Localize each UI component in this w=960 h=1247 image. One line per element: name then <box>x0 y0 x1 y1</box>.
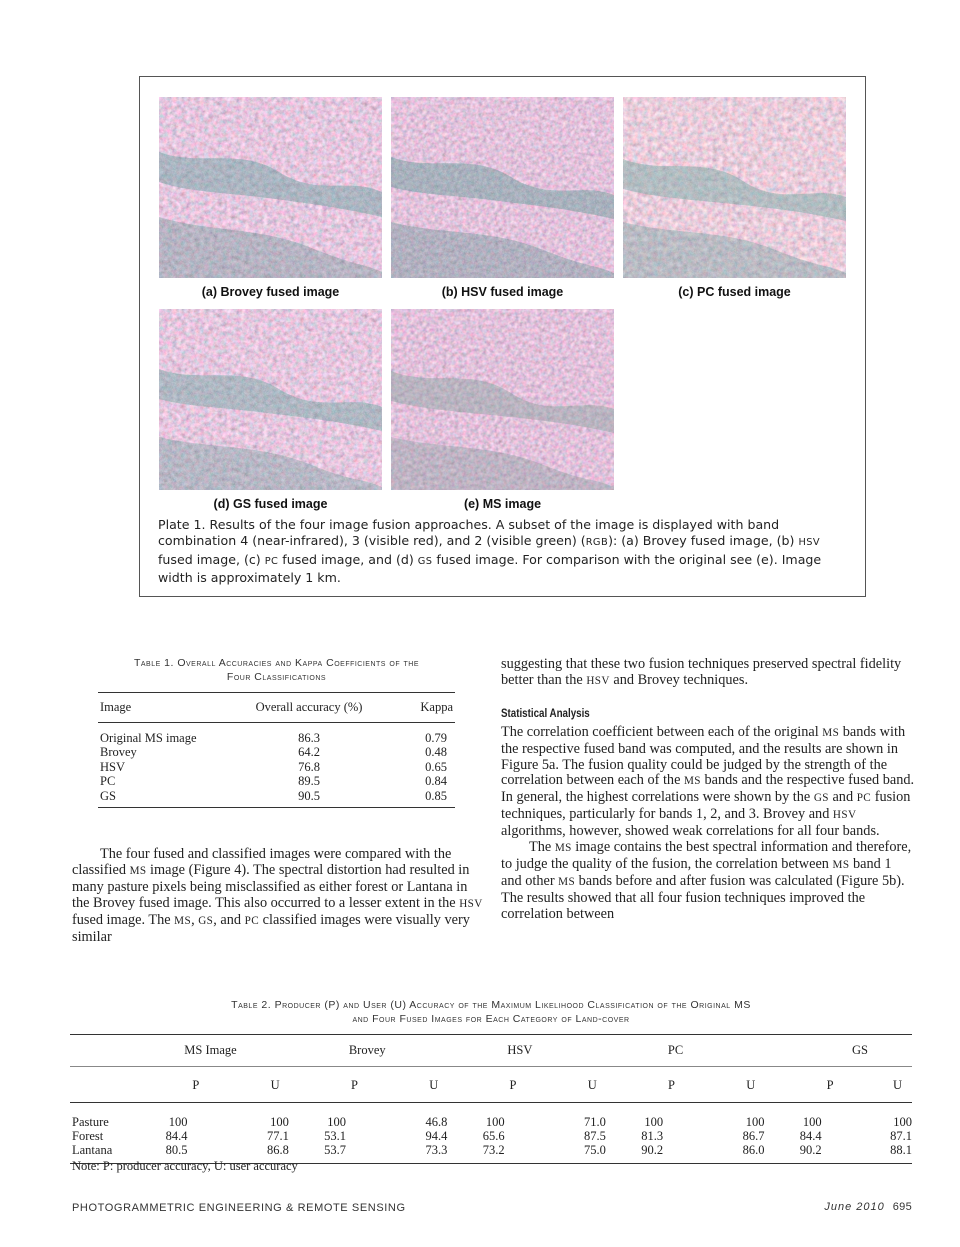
table-cell: 87.5 <box>584 1129 606 1143</box>
satellite-image-brovey <box>159 97 382 278</box>
table-cell: 46.8 <box>425 1115 448 1129</box>
table-cell: 86.0 <box>742 1143 765 1157</box>
table-cell: HSV <box>100 759 126 774</box>
table-cell: 0.48 <box>425 745 447 759</box>
table-cell: 0.85 <box>425 788 447 803</box>
table2-caption: Table 2. Producer (P) and User (U) Accuracy of the Maximum Likelihood Classification of the Original MS and Four Fused Images for Each Category of Land-cover <box>231 999 751 1025</box>
column-group-header: PC <box>667 1043 684 1057</box>
column-header: P <box>668 1078 675 1092</box>
table-cell: 100 <box>485 1115 505 1129</box>
right-column-text <box>501 657 915 923</box>
column-header: Overall accuracy (%) <box>255 700 363 714</box>
column-group-header: GS <box>852 1043 868 1057</box>
table-row <box>98 760 455 775</box>
table-cell: 53.1 <box>324 1129 347 1143</box>
satellite-image-gs <box>159 309 382 490</box>
table-header-row <box>70 1035 912 1067</box>
table-cell: 90.5 <box>298 788 320 803</box>
column-header: U <box>270 1078 280 1092</box>
table-note: Note: P: producer accuracy, U: user accuracy <box>72 1159 298 1173</box>
table-cell: 64.2 <box>298 745 320 759</box>
column-group-header: Brovey <box>348 1043 386 1057</box>
section-heading: Statistical Analysis <box>501 707 590 720</box>
table-subheader-row <box>70 1067 912 1103</box>
column-header: Kappa <box>420 700 453 714</box>
table-cell: 73.2 <box>482 1143 505 1157</box>
paragraph: The four fused and classified images were compared with the classified MS image (Figure 4). The spectral distortion had resulted in many pasture pixels being misclassified as either forest or Lantana in the Brovey fused image. This also occurred to a lesser extent in the HSV fused image. The MS, GS, and PC classified images were visually very similar <box>72 846 483 945</box>
column-header: U <box>587 1078 597 1092</box>
footer-page-info <box>824 1201 912 1213</box>
table-cell: 100 <box>168 1115 188 1129</box>
column-header: Image <box>100 700 132 714</box>
column-header: P <box>826 1078 834 1092</box>
column-group-header: HSV <box>507 1043 533 1057</box>
table-cell: 0.65 <box>425 759 447 774</box>
plate-caption: Plate 1. Results of the four image fusion approaches. A subset of the image is displayed with band combination 4 (near-infrared), 3 (visible red), and 2 (visible green) (RGB): (a) Brovey fused image, (b) HSV fused image, (c) PC fused image, and (d) GS fused image. For comparison with the original see (e). Image width is approximately 1 km. <box>158 517 822 585</box>
table-cell: 100 <box>270 1115 289 1129</box>
column-header: P <box>350 1078 358 1092</box>
table-cell: 100 <box>327 1115 347 1129</box>
image-label-b: (b) HSV fused image <box>441 285 564 299</box>
table-cell: 100 <box>745 1115 765 1129</box>
table-cell: 100 <box>893 1115 912 1129</box>
table-cell: 77.1 <box>266 1129 289 1143</box>
image-label-a: (a) Brovey fused image <box>201 285 340 299</box>
image-label-c: (c) PC fused image <box>678 285 791 299</box>
image-label-d: (d) GS fused image <box>213 497 328 511</box>
table-cell: 94.4 <box>425 1129 448 1143</box>
table-cell: 84.4 <box>799 1129 822 1143</box>
column-header: U <box>892 1078 902 1092</box>
row-label: Pasture <box>72 1115 109 1129</box>
table-cell: 90.2 <box>799 1143 822 1157</box>
table-cell: 88.1 <box>890 1143 912 1157</box>
issue-date: June 2010 <box>824 1201 885 1213</box>
table-row <box>98 789 455 808</box>
table-cell: 73.3 <box>425 1143 448 1157</box>
table-cell: 86.7 <box>742 1129 765 1143</box>
row-label: Forest <box>72 1129 104 1143</box>
table-cell: 86.8 <box>266 1143 289 1157</box>
table-row <box>70 1129 912 1143</box>
table-row <box>98 745 455 760</box>
table-cell: 81.3 <box>641 1129 664 1143</box>
column-header: P <box>509 1078 517 1092</box>
table-row <box>98 774 455 789</box>
satellite-image-pc <box>623 97 846 278</box>
table-cell: 89.5 <box>298 774 320 788</box>
table-cell: 75.0 <box>584 1143 606 1157</box>
column-header: U <box>429 1078 439 1092</box>
table-cell: GS <box>100 788 116 803</box>
left-column-text <box>72 847 484 945</box>
table-cell: 84.4 <box>165 1129 188 1143</box>
satellite-image-hsv <box>391 97 614 278</box>
table-cell: 100 <box>802 1115 822 1129</box>
table2 <box>70 1034 912 1164</box>
table-cell: 100 <box>644 1115 664 1129</box>
row-label: Lantana <box>72 1143 113 1157</box>
table1 <box>98 692 455 808</box>
table-cell: Brovey <box>100 745 137 759</box>
journal-name: PHOTOGRAMMETRIC ENGINEERING & REMOTE SENSING <box>72 1202 406 1214</box>
paragraph: suggesting that these two fusion techniques preserved spectral fidelity better than the HSV and Brovey techniques. <box>501 656 902 688</box>
column-group-header: MS Image <box>184 1043 237 1057</box>
table-row <box>70 1103 912 1130</box>
column-header: U <box>746 1078 756 1092</box>
table-cell: 80.5 <box>165 1143 188 1157</box>
table-cell: 65.6 <box>482 1129 505 1143</box>
table-cell: PC <box>100 774 116 788</box>
table-cell: 71.0 <box>584 1115 606 1129</box>
column-header: P <box>192 1078 200 1092</box>
table-cell: Original MS image <box>100 730 197 745</box>
table-cell: 53.7 <box>324 1143 347 1157</box>
table1-caption: Table 1. Overall Accuracies and Kappa Coefficients of the Four Classifications <box>133 657 420 683</box>
paragraph: The correlation coefficient between each of the original MS bands with the respective fused band was computed, and the results are shown in Figure 5a. The fusion quality could be judged by the strength of the correlation between each of the MS bands and the respective fused band. In general, the highest correlations were shown by the GS and PC fusion techniques, particularly for bands 1, 2, and 3. Brovey and HSV algorithms, however, showed weak correlations for all four bands. <box>501 723 915 840</box>
paragraph: The MS image contains the best spectral information and therefore, to judge the quality of the fusion, the correlation between MS band 1 and other MS bands before and after fusion was calculated (Figure 5b). The results showed that all four fusion techniques improved the correlation between <box>501 839 912 922</box>
table-cell: 87.1 <box>890 1129 912 1143</box>
image-label-e: (e) MS image <box>463 497 542 511</box>
page-number: 695 <box>892 1201 912 1213</box>
table-cell: 90.2 <box>641 1143 664 1157</box>
table-cell: 76.8 <box>298 759 320 774</box>
table-cell: 86.3 <box>298 730 320 745</box>
table-cell: 0.84 <box>425 774 447 788</box>
table-header-row <box>98 693 455 723</box>
table-row <box>98 722 455 745</box>
table-cell: 0.79 <box>425 730 447 745</box>
satellite-image-ms <box>391 309 614 490</box>
